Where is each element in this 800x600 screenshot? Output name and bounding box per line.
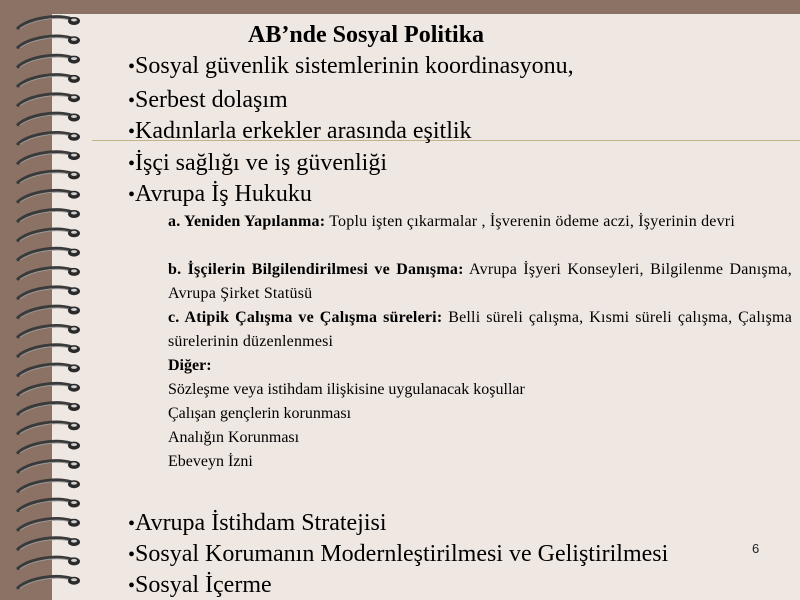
other-item: Sözleşme veya istihdam ilişkisine uygulanacak koşullar — [168, 381, 525, 398]
spiral-ring-icon — [18, 268, 80, 280]
spiral-ring-icon — [18, 171, 80, 183]
spiral-ring-icon — [18, 306, 80, 318]
spiral-ring-icon — [18, 152, 80, 164]
other-item: Ebeveyn İzni — [168, 453, 253, 470]
spiral-ring-icon — [18, 519, 80, 531]
spiral-binding-icon — [0, 0, 90, 600]
other-heading: Diğer: — [168, 357, 212, 374]
spiral-ring-icon — [18, 480, 80, 492]
other-item: Çalışan gençlerin korunması — [168, 405, 352, 422]
bullet-item: •Sosyal güvenlik sistemlerinin koordinasyonu, — [128, 53, 574, 79]
spiral-ring-icon — [18, 557, 80, 569]
page-title: AB’nde Sosyal Politika — [248, 22, 485, 48]
bullet-item: •Avrupa İstihdam Stratejisi — [128, 510, 387, 536]
spiral-ring-icon — [18, 577, 80, 589]
spiral-ring-icon — [18, 345, 80, 357]
spiral-ring-icon — [18, 55, 80, 67]
spiral-ring-icon — [18, 326, 80, 338]
spiral-ring-icon — [18, 210, 80, 222]
spiral-ring-icon — [18, 441, 80, 453]
spiral-ring-icon — [18, 287, 80, 299]
bullet-item: •Avrupa İş Hukuku — [128, 181, 312, 207]
bullet-item: •Sosyal Korumanın Modernleştirilmesi ve Geliştirilmesi — [128, 541, 669, 567]
spiral-ring-icon — [18, 191, 80, 203]
spiral-ring-icon — [18, 538, 80, 550]
spiral-ring-icon — [18, 94, 80, 106]
spiral-ring-icon — [18, 499, 80, 511]
spiral-ring-icon — [18, 75, 80, 87]
bullet-item: •Sosyal İçerme — [128, 572, 272, 598]
spiral-ring-icon — [18, 403, 80, 415]
sub-item: b. İşçilerin Bilgilendirilmesi ve Danışma: Avrupa İşyeri Konseyleri, Bilgilenme Danışma, Avrupa Şirket Statüsü — [168, 261, 792, 302]
spiral-ring-icon — [18, 461, 80, 473]
page-number: 6 — [752, 541, 760, 556]
bullet-item: •Kadınlarla erkekler arasında eşitlik — [128, 118, 472, 144]
spiral-ring-icon — [18, 113, 80, 125]
other-item: Analığın Korunması — [168, 429, 300, 446]
bullet-item: •İşçi sağlığı ve iş güvenliği — [128, 150, 387, 176]
sub-item: a. Yeniden Yapılanma: Toplu işten çıkarmalar , İşverenin ödeme aczi, İşyerinin devri — [168, 213, 735, 230]
sub-item: c. Atipik Çalışma ve Çalışma süreleri: Belli süreli çalışma, Kısmi süreli çalışma, Çalışma sürelerinin düzenlenmesi — [168, 309, 792, 350]
spiral-ring-icon — [18, 364, 80, 376]
spiral-ring-icon — [18, 384, 80, 396]
spiral-ring-icon — [18, 133, 80, 145]
spiral-ring-icon — [18, 36, 80, 48]
spiral-ring-icon — [18, 422, 80, 434]
spiral-ring-icon — [18, 17, 80, 29]
spiral-ring-icon — [18, 248, 80, 260]
bullet-item: •Serbest dolaşım — [128, 87, 288, 113]
spiral-ring-icon — [18, 229, 80, 241]
